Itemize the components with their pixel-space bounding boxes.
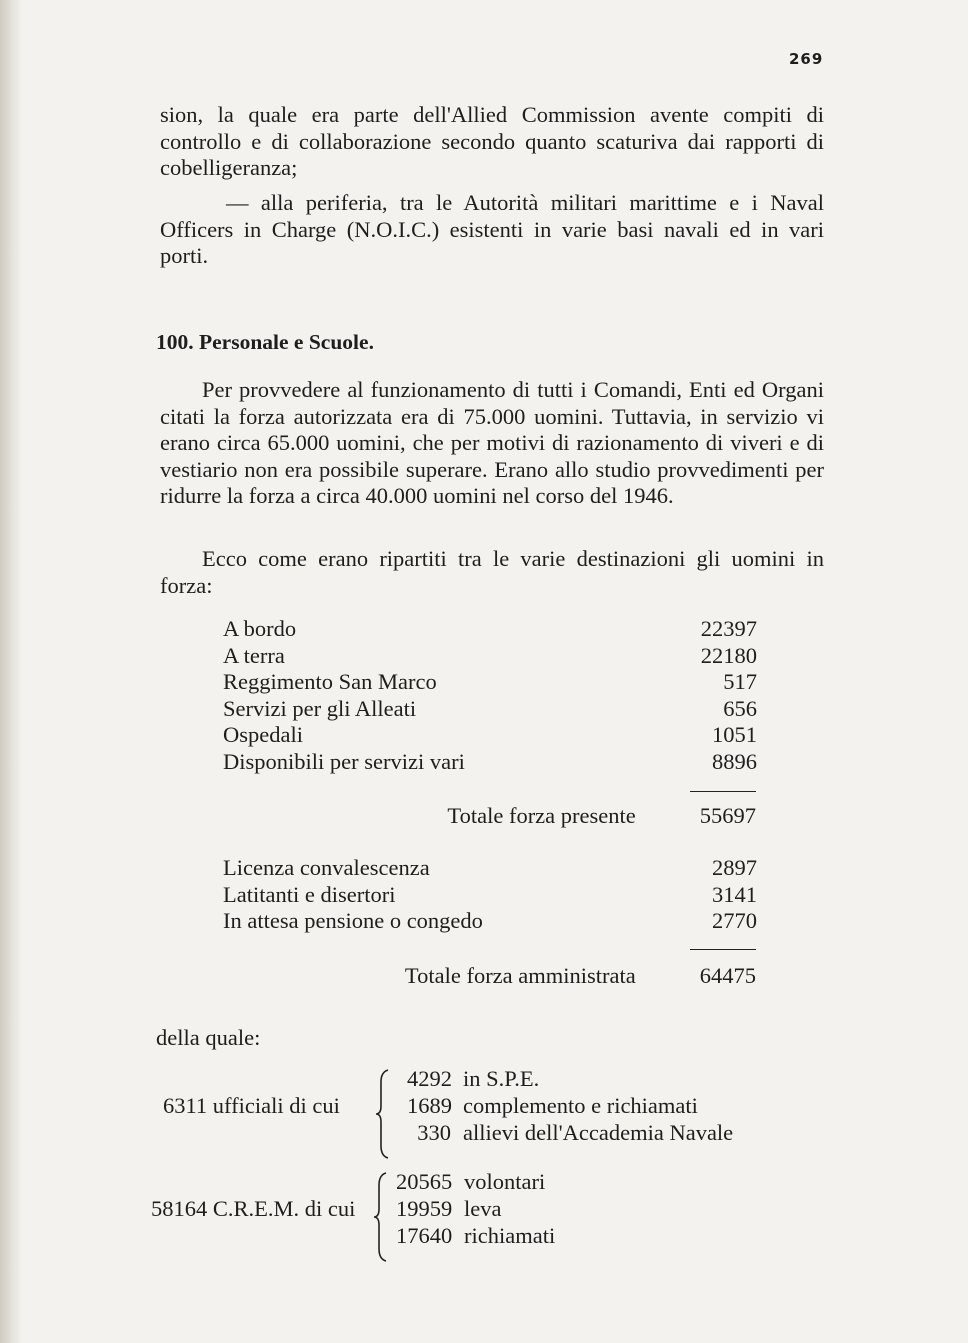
item-value: 4292 <box>407 1066 452 1091</box>
paragraph-2: — alla periferia, tra le Autorità militari marittime e i Naval Officers in Charge (N.O.I.C.) esistenti in varie basi navali ed in vari porti. <box>160 190 824 269</box>
sum-rule <box>690 791 756 792</box>
item-value: 17640 <box>396 1223 453 1249</box>
row-value: 656 <box>723 695 757 721</box>
item-value: 1689 <box>407 1093 452 1119</box>
brace-icon <box>374 1068 394 1160</box>
row-value: 3141 <box>712 881 757 907</box>
table-row <box>223 669 757 696</box>
list-item <box>407 1093 733 1120</box>
total-present-value: 55697 <box>699 803 756 828</box>
sum-rule <box>690 949 756 950</box>
row-value: 2770 <box>712 908 757 934</box>
paragraph-1: sion, la quale era parte dell'Allied Commission avente compiti di controllo e di collaborazione secondo quanto scaturiva dai rapporti di cobelligeranza; <box>160 102 824 181</box>
item-label: leva <box>464 1196 502 1222</box>
item-label: complemento e richiamati <box>463 1093 698 1119</box>
item-value: 20565 <box>396 1169 453 1194</box>
crem-label: 58164 C.R.E.M. di cui <box>151 1196 356 1221</box>
officers-list <box>407 1066 733 1148</box>
table-row <box>223 882 757 909</box>
total-administered-label: Totale forza amministrata <box>404 963 636 988</box>
della-quale-label: della quale: <box>156 1025 261 1050</box>
administered-table <box>223 855 757 935</box>
section-heading: 100. Personale e Scuole. <box>156 330 374 354</box>
table-row <box>223 908 757 935</box>
presence-table <box>223 616 757 776</box>
officers-label: 6311 ufficiali di cui <box>163 1093 340 1118</box>
total-present-label: Totale forza presente <box>447 803 636 828</box>
row-value: 2897 <box>712 855 757 880</box>
total-present-row <box>447 803 756 830</box>
row-label: Servizi per gli Alleati <box>223 695 417 721</box>
row-value: 22180 <box>700 642 757 668</box>
row-value: 1051 <box>712 722 757 748</box>
page-edge-shadow <box>0 0 22 1343</box>
item-label: allievi dell'Accademia Navale <box>463 1120 734 1146</box>
row-label: Latitanti e disertori <box>223 881 396 907</box>
row-value: 517 <box>723 669 757 695</box>
row-label: In attesa pensione o congedo <box>223 908 483 934</box>
table-row <box>223 696 757 723</box>
row-value: 8896 <box>712 748 757 774</box>
crem-list <box>396 1169 555 1251</box>
row-label: Reggimento San Marco <box>223 669 437 695</box>
list-item <box>407 1066 733 1093</box>
row-label: A bordo <box>223 616 297 641</box>
brace-icon <box>372 1171 392 1263</box>
row-value: 22397 <box>700 616 757 641</box>
table-row <box>223 616 757 643</box>
paragraph-3: Per provvedere al funzionamento di tutti i Comandi, Enti ed Organi citati la forza autorizzata era di 75.000 uomini. Tuttavia, in servizio vi erano circa 65.000 uomini, che per motivi di razionamento di viveri e di vestiario non era possibile superare. Erano allo studio provvedimenti per ridurre la forza a circa 40.000 uomini nel corso del 1946. <box>160 377 824 509</box>
table-row <box>223 855 757 882</box>
paragraph-4: Ecco come erano ripartiti tra le varie destinazioni gli uomini in forza: <box>160 546 824 598</box>
item-label: in S.P.E. <box>463 1066 540 1091</box>
list-item <box>407 1120 733 1147</box>
row-label: Disponibili per servizi vari <box>223 748 465 774</box>
list-item <box>396 1169 555 1196</box>
table-row <box>223 643 757 670</box>
item-value: 19959 <box>396 1196 453 1222</box>
total-administered-value: 64475 <box>699 963 756 988</box>
table-row <box>223 749 757 776</box>
item-label: richiamati <box>464 1223 556 1249</box>
page-number: 269 <box>789 50 824 68</box>
total-administered-row <box>405 963 756 990</box>
row-label: Ospedali <box>223 722 303 748</box>
list-item <box>396 1196 555 1223</box>
list-item <box>396 1223 555 1250</box>
row-label: Licenza convalescenza <box>223 855 430 880</box>
table-row <box>223 722 757 749</box>
item-value: 330 <box>417 1120 451 1146</box>
row-label: A terra <box>223 642 285 668</box>
item-label: volontari <box>464 1169 546 1194</box>
